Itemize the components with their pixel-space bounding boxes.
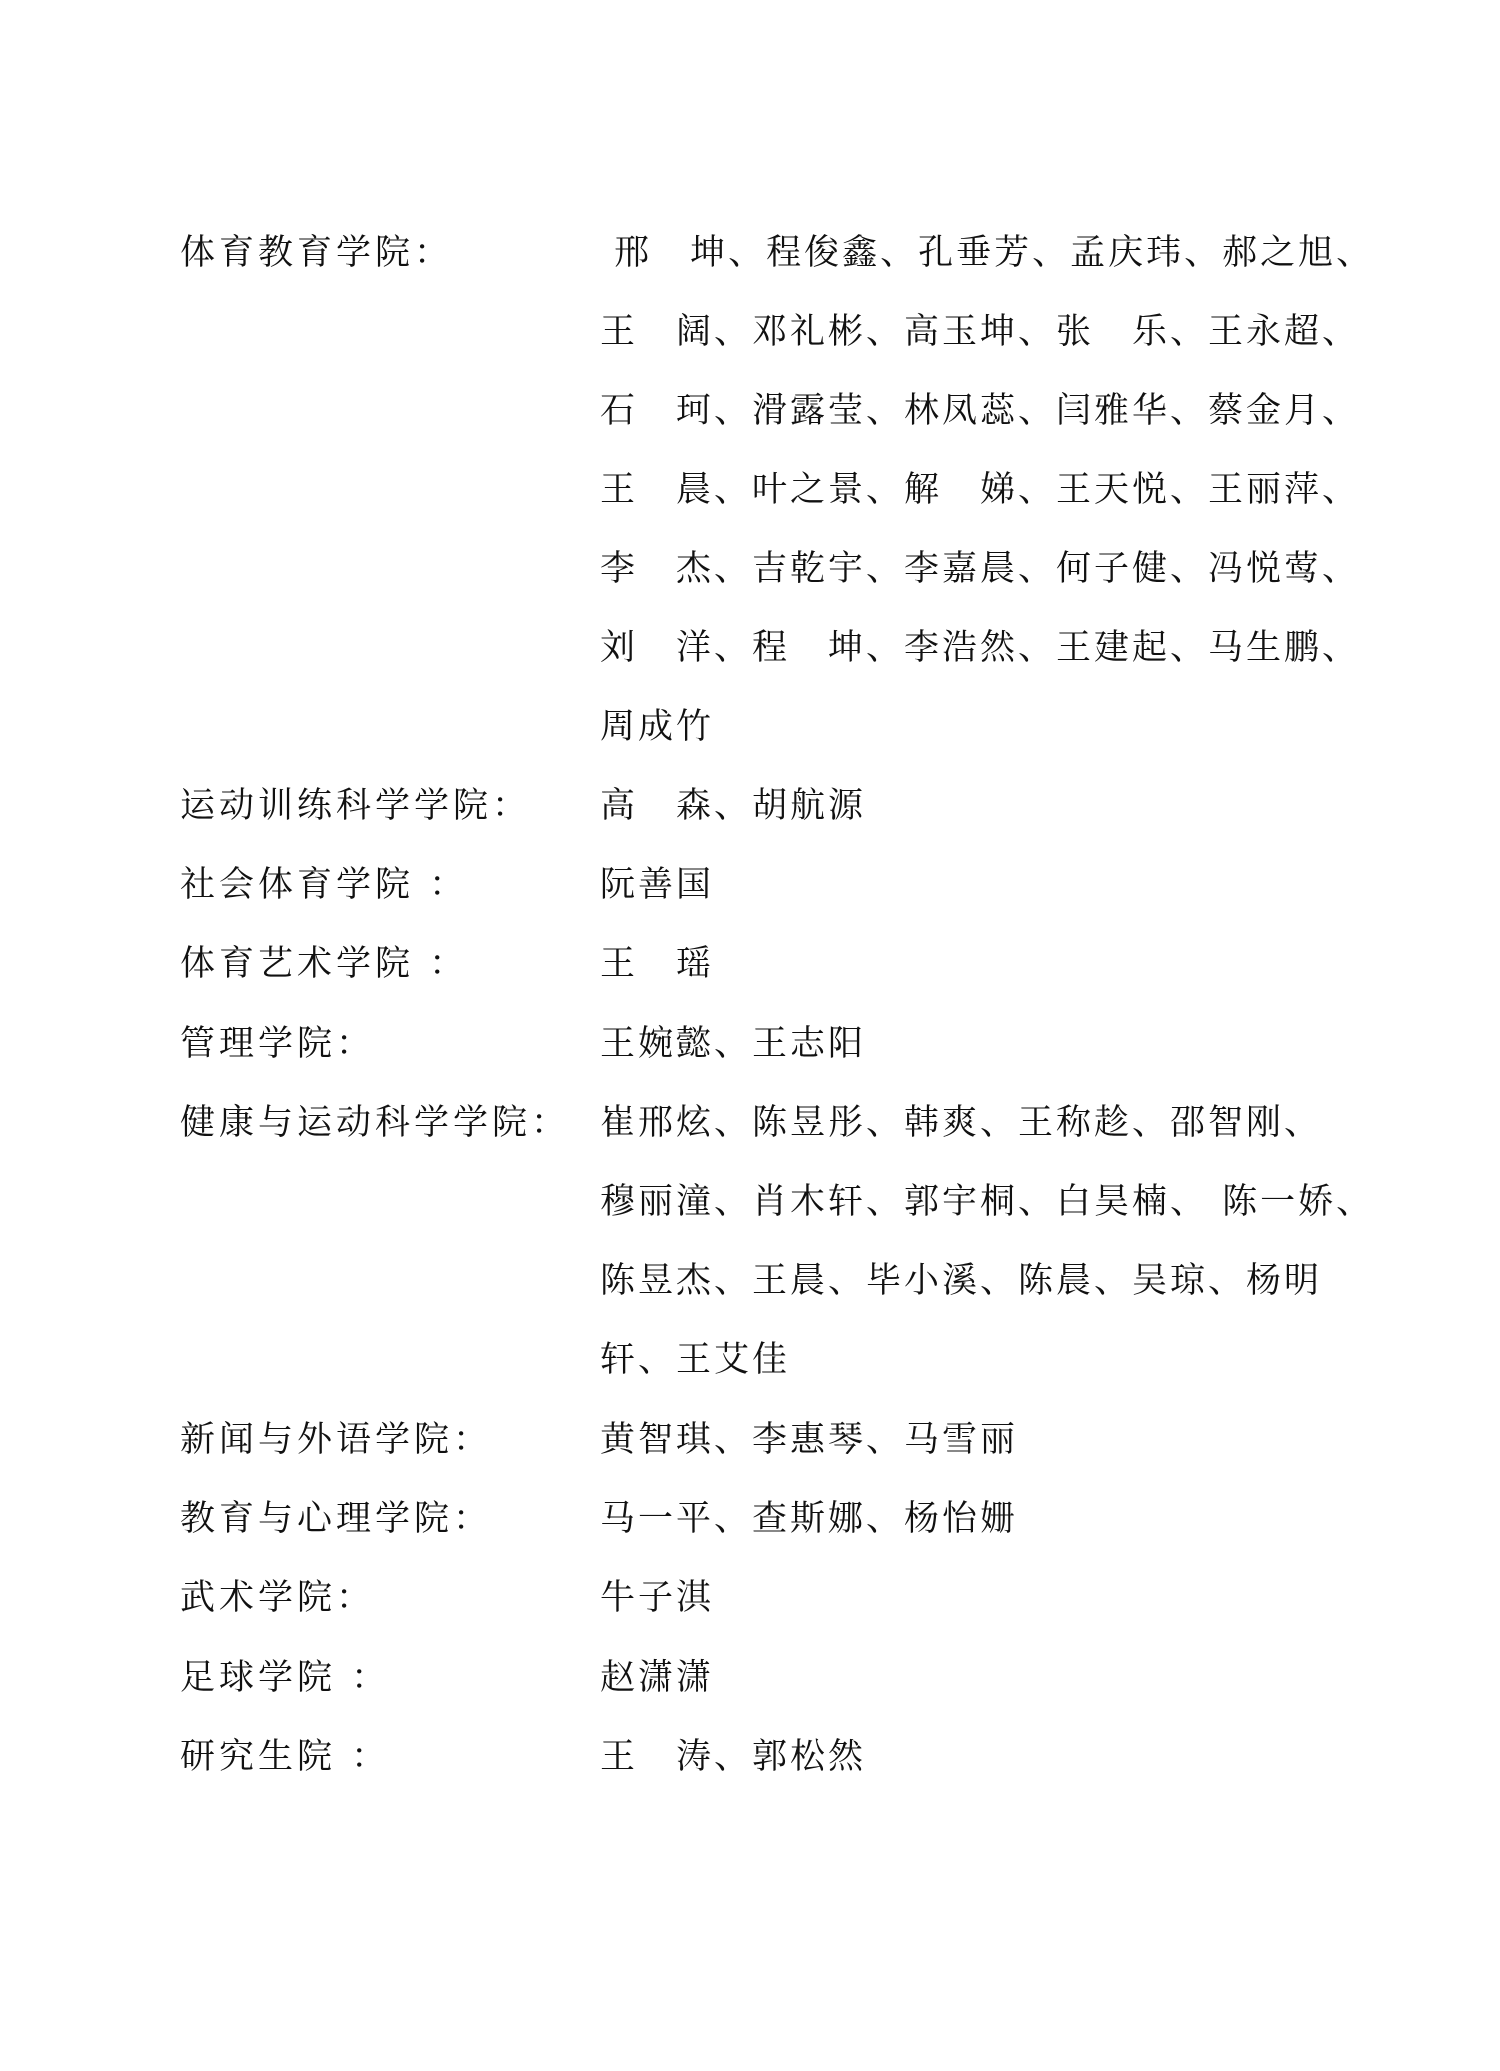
names-line: 邢 坤、程俊鑫、孔垂芳、孟庆玮、郝之旭、 [600, 233, 1375, 273]
names-line: 穆丽潼、肖木轩、郭宇桐、白昊楠、 陈一娇、 [600, 1182, 1375, 1222]
college-name: 体育教育学院： [180, 233, 454, 273]
college-name: 健康与运动科学学院： [180, 1103, 571, 1143]
names-line: 王 涛、郭松然 [600, 1737, 867, 1777]
college-name: 教育与心理学院： [180, 1499, 493, 1539]
student-names [600, 1420, 1340, 1499]
names-line: 陈昱杰、王晨、毕小溪、陈晨、吴琼、杨明 [600, 1261, 1323, 1301]
names-line: 周成竹 [600, 707, 715, 747]
names-line: 王 瑶 [600, 944, 715, 984]
student-names [600, 1737, 1340, 1816]
names-line: 黄智琪、李惠琴、马雪丽 [600, 1420, 1019, 1460]
student-names [600, 1578, 1340, 1657]
names-line: 王婉懿、王志阳 [600, 1024, 867, 1064]
names-line: 王 阔、邓礼彬、高玉坤、张 乐、王永超、 [600, 312, 1361, 352]
college-name: 新闻与外语学院： [180, 1420, 493, 1460]
names-line: 李 杰、吉乾宇、李嘉晨、何子健、冯悦莺、 [600, 549, 1361, 589]
student-names [600, 1024, 1340, 1103]
college-name: 足球学院 ： [180, 1658, 391, 1698]
college-name: 武术学院： [180, 1578, 376, 1618]
names-line: 王 晨、叶之景、解 娣、王天悦、王丽萍、 [600, 470, 1361, 510]
student-names [600, 786, 1340, 865]
college-name: 研究生院 ： [180, 1737, 391, 1777]
college-name: 管理学院： [180, 1024, 376, 1064]
student-names [600, 1103, 1375, 1419]
names-line: 赵潇潇 [600, 1658, 715, 1698]
names-line: 刘 洋、程 坤、李浩然、王建起、马生鹏、 [600, 628, 1361, 668]
names-line: 牛子淇 [600, 1578, 715, 1618]
student-names [600, 233, 1375, 786]
names-line: 崔邢炫、陈昱彤、韩爽、王称趁、邵智刚、 [600, 1103, 1323, 1143]
student-names [600, 1658, 1340, 1737]
student-names [600, 1499, 1340, 1578]
college-name: 社会体育学院 ： [180, 865, 469, 905]
names-line: 高 森、胡航源 [600, 786, 867, 826]
student-names [600, 865, 1340, 944]
names-line: 阮善国 [600, 865, 715, 905]
student-names [600, 944, 1340, 1023]
names-line: 石 珂、滑露莹、林凤蕊、闫雅华、蔡金月、 [600, 391, 1361, 431]
names-line: 马一平、查斯娜、杨怡姗 [600, 1499, 1019, 1539]
college-name: 体育艺术学院 ： [180, 944, 469, 984]
names-line: 轩、王艾佳 [600, 1340, 791, 1380]
college-name: 运动训练科学学院： [180, 786, 532, 826]
